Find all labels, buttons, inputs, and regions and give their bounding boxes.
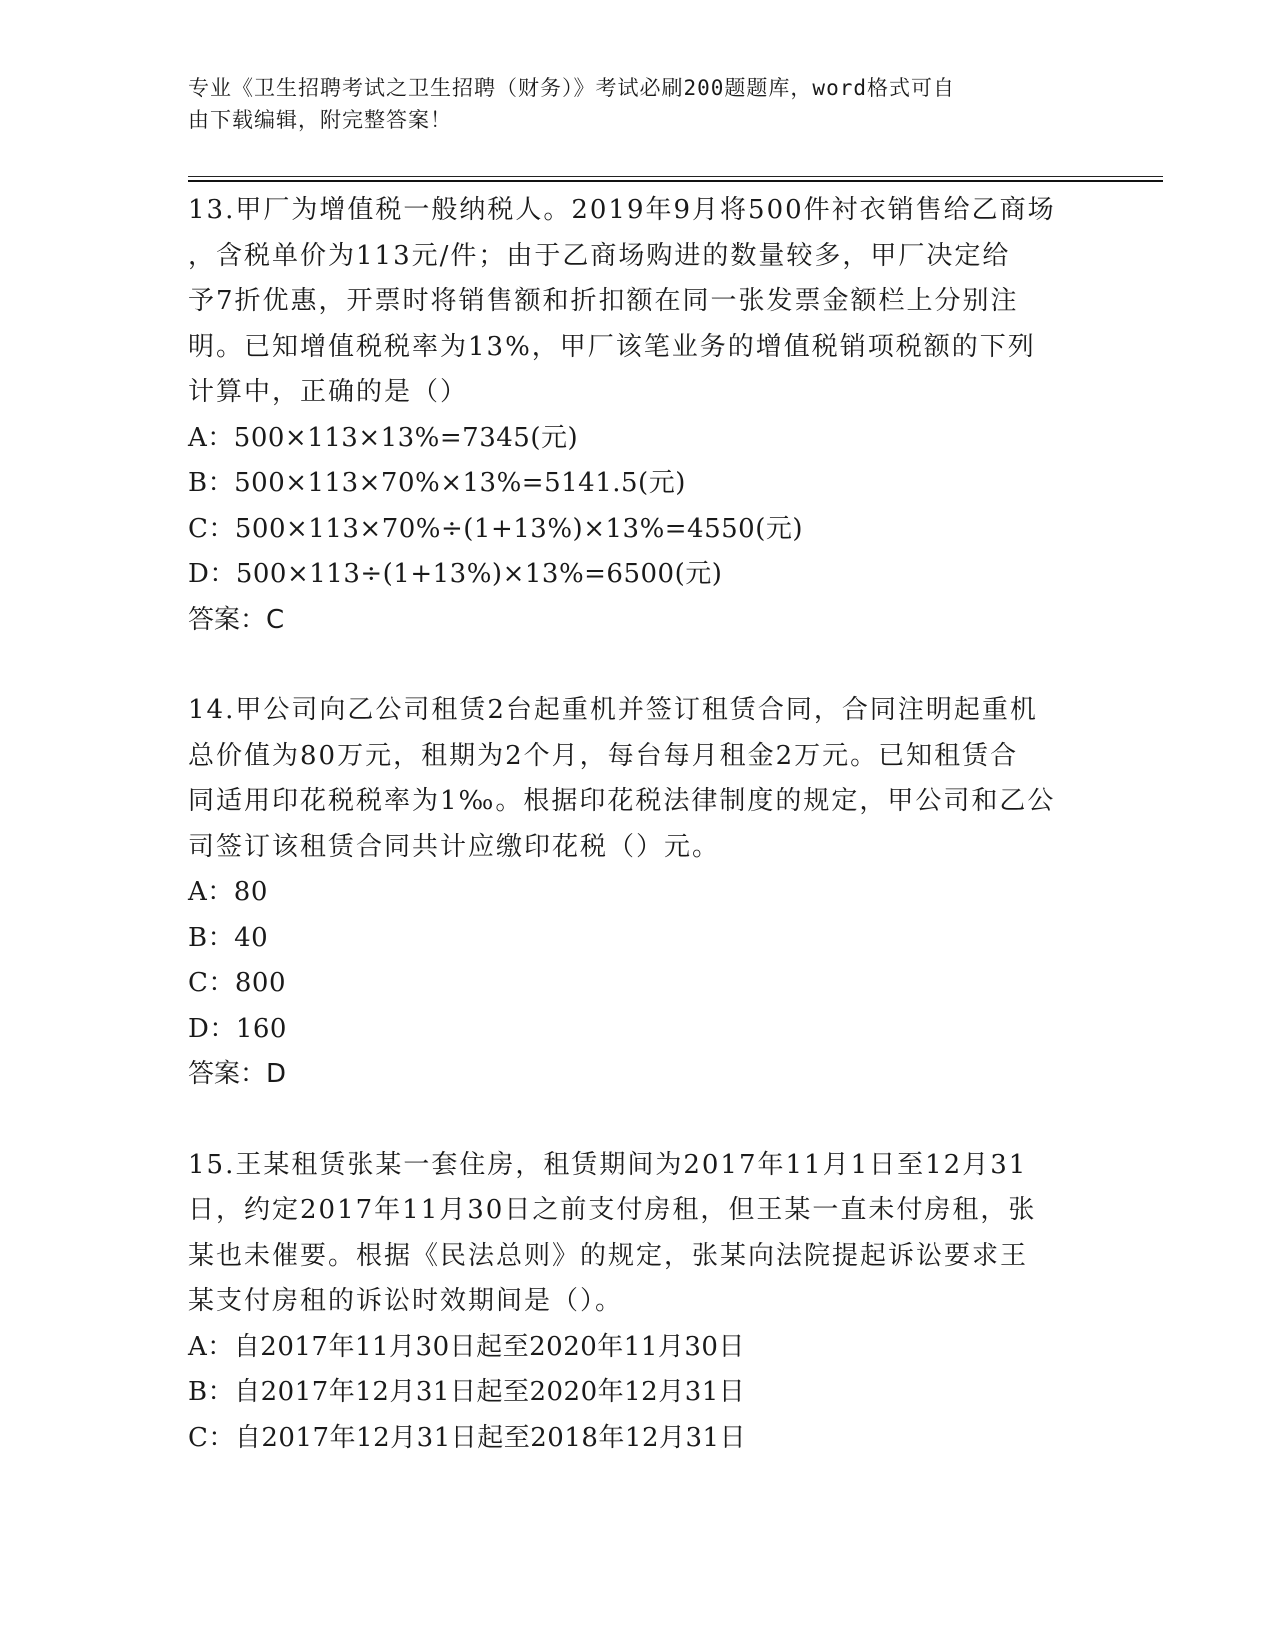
question-15-line-1: 15.王某租赁张某一套住房，租赁期间为2017年11月1日至12月31 [188,1149,1028,1180]
question-14-option-c: C：800 [188,968,287,998]
header-line-2: 由下载编辑，附完整答案！ [188,108,452,132]
question-14-line-4: 司签订该租赁合同共计应缴印花税（）元。 [188,831,721,862]
question-13-option-b: B：500×113×70%×13%=5141.5(元) [188,468,686,498]
question-15-option-b: B：自2017年12月31日起至2020年12月31日 [188,1377,746,1407]
question-13-line-3: 予7折优惠，开票时将销售额和折扣额在同一张发票金额栏上分别注 [188,286,1019,316]
question-13-line-1: 13.甲厂为增值税一般纳税人。2019年9月将500件衬衣销售给乙商场 [188,195,1056,225]
question-14 [188,688,1088,1098]
header-divider-thin [188,176,1163,177]
question-13-option-a: A：500×113×13%=7345(元) [188,422,579,453]
question-13-option-c: C：500×113×70%÷(1+13%)×13%=4550(元) [188,513,804,544]
question-13-line-5: 计算中，正确的是（） [188,377,469,407]
question-spacer [188,1098,1088,1143]
question-14-line-1: 14.甲公司向乙公司租赁2台起重机并签订租赁合同，合同注明起重机 [188,695,1038,725]
question-13 [188,188,1088,643]
page-header [188,72,1088,136]
question-15 [188,1143,1088,1462]
header-line-1: 专业《卫生招聘考试之卫生招聘（财务）》考试必刷200题题库，word格式可自 [188,76,955,100]
question-13-line-2: ，含税单价为113元/件；由于乙商场购进的数量较多，甲厂决定给 [188,240,1011,271]
question-14-answer: 答案：D [188,1059,287,1089]
header-divider-thick [188,180,1163,182]
question-spacer [188,643,1088,688]
question-15-line-4: 某支付房租的诉讼时效期间是（）。 [188,1286,624,1316]
question-15-line-3: 某也未催要。根据《民法总则》的规定，张某向法院提起诉讼要求王 [188,1240,1029,1271]
question-15-option-a: A：自2017年11月30日起至2020年11月30日 [188,1331,745,1362]
question-13-option-d: D：500×113÷(1+13%)×13%=6500(元) [188,559,723,589]
question-14-line-2: 总价值为80万元，租期为2个月，每台每月租金2万元。已知租赁合 [188,740,1019,771]
question-14-option-b: B：40 [188,922,269,953]
question-14-option-a: A：80 [188,877,268,907]
question-13-answer: 答案：C [188,604,285,635]
question-15-option-c: C：自2017年12月31日起至2018年12月31日 [188,1422,747,1453]
question-14-option-d: D：160 [188,1013,287,1044]
question-15-line-2: 日，约定2017年11月30日之前支付房租，但王某一直未付房租，张 [188,1195,1037,1225]
question-14-line-3: 同适用印花税税率为1‰。根据印花税法律制度的规定，甲公司和乙公 [188,786,1056,816]
question-list [188,188,1088,1461]
question-13-line-4: 明。已知增值税税率为13%，甲厂该笔业务的增值税销项税额的下列 [188,331,1036,362]
